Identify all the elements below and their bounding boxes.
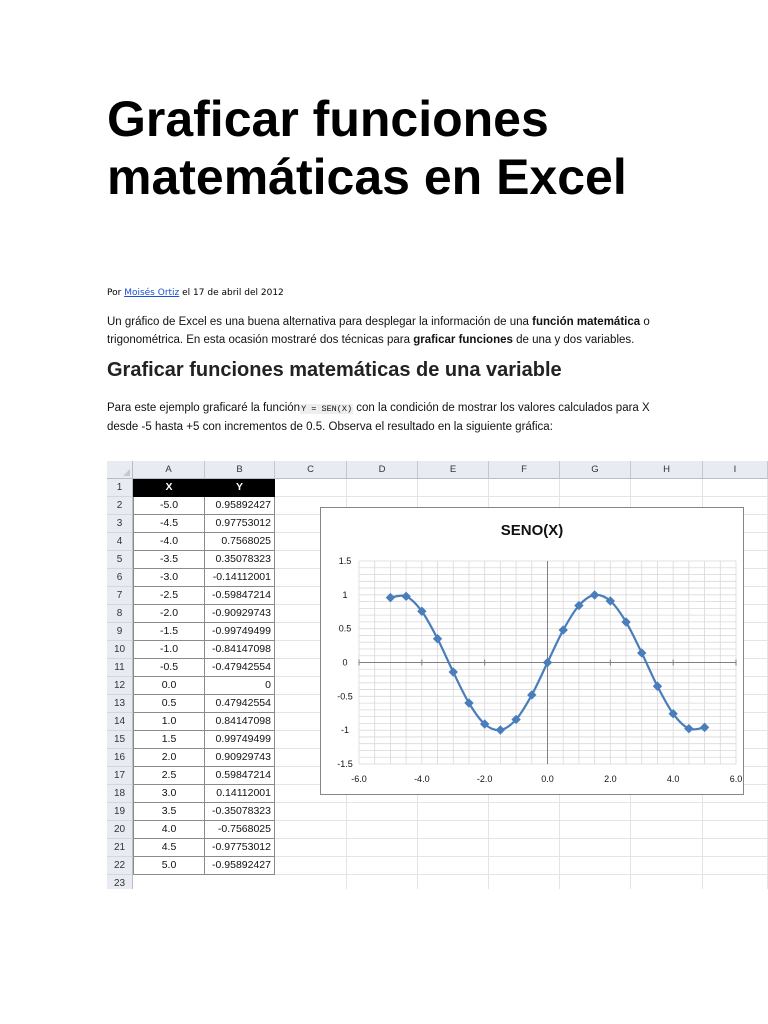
cell-x-value[interactable]: 5.0	[133, 857, 205, 875]
cell-y-value[interactable]: 0.7568025	[205, 533, 275, 551]
x-tick-label: 0.0	[541, 774, 554, 784]
header-cell-y[interactable]: Y	[205, 479, 275, 497]
y-tick-label: -1.5	[337, 759, 353, 769]
intro-paragraph	[107, 313, 667, 349]
row-header-13[interactable]: 13	[107, 695, 133, 713]
column-header-i[interactable]: I	[703, 461, 768, 479]
row-header-2[interactable]: 2	[107, 497, 133, 515]
example-text-1: Para este ejemplo graficaré la función	[107, 402, 301, 414]
cell-y-value[interactable]: -0.7568025	[205, 821, 275, 839]
row-header-11[interactable]: 11	[107, 659, 133, 677]
cell-x-value[interactable]: -4.0	[133, 533, 205, 551]
x-tick-label: 6.0	[729, 774, 743, 784]
chart-area	[320, 507, 744, 795]
column-header-d[interactable]: D	[347, 461, 418, 479]
cell-x-value[interactable]: 1.5	[133, 731, 205, 749]
row-header-20[interactable]: 20	[107, 821, 133, 839]
column-header-h[interactable]: H	[631, 461, 703, 479]
intro-text-1: Un gráfico de Excel es una buena alternativa para desplegar la información de una	[107, 316, 533, 328]
y-tick-label: 1.5	[338, 556, 352, 566]
header-cell-x[interactable]: X	[133, 479, 205, 497]
row-header-5[interactable]: 5	[107, 551, 133, 569]
cell-y-value[interactable]: -0.95892427	[205, 857, 275, 875]
cell-y-value[interactable]: 0.14112001	[205, 785, 275, 803]
cell-y-value[interactable]: -0.90929743	[205, 605, 275, 623]
byline-date: el 17 de abril del 2012	[179, 288, 284, 298]
column-header-a[interactable]: A	[133, 461, 205, 479]
cell-y-value[interactable]: 0.99749499	[205, 731, 275, 749]
intro-bold-1: función matemática	[532, 316, 641, 328]
cell-y-value[interactable]: -0.99749499	[205, 623, 275, 641]
byline	[107, 288, 284, 298]
cell-x-value[interactable]: 0.5	[133, 695, 205, 713]
cell-x-value[interactable]: 1.0	[133, 713, 205, 731]
cell-y-value[interactable]: 0.90929743	[205, 749, 275, 767]
cell-x-value[interactable]: -0.5	[133, 659, 205, 677]
x-tick-label: 2.0	[604, 774, 617, 784]
y-tick-label: -0.5	[337, 691, 353, 702]
cell-y-value[interactable]: -0.35078323	[205, 803, 275, 821]
cell-y-value[interactable]: -0.47942554	[205, 659, 275, 677]
row-header-15[interactable]: 15	[107, 731, 133, 749]
data-point-marker	[544, 659, 552, 667]
cell-y-value[interactable]: 0.47942554	[205, 695, 275, 713]
row-header-12[interactable]: 12	[107, 677, 133, 695]
cell-x-value[interactable]: -1.0	[133, 641, 205, 659]
chart-plot	[321, 508, 743, 794]
row-header-7[interactable]: 7	[107, 587, 133, 605]
cell-x-value[interactable]: -5.0	[133, 497, 205, 515]
cell-y-value[interactable]: 0.97753012	[205, 515, 275, 533]
data-point-marker	[653, 682, 661, 690]
cell-y-value[interactable]: -0.84147098	[205, 641, 275, 659]
gridline-horizontal	[275, 496, 768, 497]
row-header-4[interactable]: 4	[107, 533, 133, 551]
gridline-horizontal	[275, 874, 768, 875]
column-header-e[interactable]: E	[418, 461, 489, 479]
gridline-horizontal	[275, 820, 768, 821]
column-header-c[interactable]: C	[275, 461, 347, 479]
cell-x-value[interactable]: 4.5	[133, 839, 205, 857]
example-text-2: con la condición de mostrar los valores calculados para X desde -5 hasta +5 con incrementos de 0.5. Observa el resultado en la siguiente gráfica:	[107, 402, 650, 433]
row-header-17[interactable]: 17	[107, 767, 133, 785]
row-header-23[interactable]: 23	[107, 875, 133, 889]
data-point-marker	[496, 726, 504, 734]
row-header-6[interactable]: 6	[107, 569, 133, 587]
column-header-b[interactable]: B	[205, 461, 275, 479]
author-link[interactable]: Moisés Ortiz	[124, 288, 180, 298]
intro-bold-2: graficar funciones	[413, 334, 513, 346]
spreadsheet-screenshot	[107, 457, 768, 889]
cell-x-value[interactable]: 0.0	[133, 677, 205, 695]
cell-x-value[interactable]: 3.0	[133, 785, 205, 803]
cell-y-value[interactable]: -0.97753012	[205, 839, 275, 857]
cell-x-value[interactable]: 3.5	[133, 803, 205, 821]
x-tick-label: 4.0	[666, 774, 680, 784]
x-tick-label: -4.0	[414, 774, 430, 784]
row-header-16[interactable]: 16	[107, 749, 133, 767]
row-header-10[interactable]: 10	[107, 641, 133, 659]
y-tick-label: -1	[340, 725, 350, 736]
row-header-3[interactable]: 3	[107, 515, 133, 533]
row-header-14[interactable]: 14	[107, 713, 133, 731]
cell-x-value[interactable]: 2.5	[133, 767, 205, 785]
column-header-g[interactable]: G	[560, 461, 631, 479]
byline-prefix: Por	[107, 288, 125, 298]
cell-y-value[interactable]: -0.14112001	[205, 569, 275, 587]
cell-x-value[interactable]: -4.5	[133, 515, 205, 533]
row-header-22[interactable]: 22	[107, 857, 133, 875]
cell-x-value[interactable]: -2.5	[133, 587, 205, 605]
column-header-f[interactable]: F	[489, 461, 560, 479]
row-header-1[interactable]: 1	[107, 479, 133, 497]
cell-y-value[interactable]: 0.59847214	[205, 767, 275, 785]
row-header-21[interactable]: 21	[107, 839, 133, 857]
row-header-18[interactable]: 18	[107, 785, 133, 803]
row-header-19[interactable]: 19	[107, 803, 133, 821]
row-header-8[interactable]: 8	[107, 605, 133, 623]
gridline-horizontal	[275, 856, 768, 857]
cell-y-value[interactable]: 0	[205, 677, 275, 695]
select-all-corner	[107, 461, 133, 479]
section-heading: Graficar funciones matemáticas de una variable	[107, 359, 562, 381]
cell-x-value[interactable]: -3.5	[133, 551, 205, 569]
x-tick-label: -6.0	[351, 774, 367, 784]
y-tick-label: 1	[342, 589, 348, 600]
row-header-9[interactable]: 9	[107, 623, 133, 641]
gridline-horizontal	[275, 838, 768, 839]
cell-x-value[interactable]: -1.5	[133, 623, 205, 641]
cell-x-value[interactable]: 4.0	[133, 821, 205, 839]
gridline-horizontal	[275, 802, 768, 803]
intro-text-3: de una y dos variables.	[512, 334, 635, 346]
cell-x-value[interactable]: -2.0	[133, 605, 205, 623]
y-tick-label: 0	[342, 657, 348, 668]
cell-x-value[interactable]: -3.0	[133, 569, 205, 587]
cell-y-value[interactable]: 0.84147098	[205, 713, 275, 731]
chart-title: SENO(X)	[500, 522, 564, 539]
x-tick-label: -2.0	[476, 774, 493, 784]
cell-y-value[interactable]: 0.95892427	[205, 497, 275, 515]
example-paragraph	[107, 399, 667, 436]
cell-y-value[interactable]: -0.59847214	[205, 587, 275, 605]
intro-text-2: o trigonométrica. En esta ocasión mostraré dos técnicas para	[107, 316, 650, 346]
article-title: Graficar funciones matemáticas en Excel	[107, 91, 627, 205]
y-tick-label: 0.5	[338, 623, 352, 634]
cell-y-value[interactable]: 0.35078323	[205, 551, 275, 569]
cell-x-value[interactable]: 2.0	[133, 749, 205, 767]
data-point-marker	[434, 635, 442, 643]
formula-code: Y = SEN(X)	[301, 404, 353, 414]
data-point-marker	[591, 591, 599, 599]
